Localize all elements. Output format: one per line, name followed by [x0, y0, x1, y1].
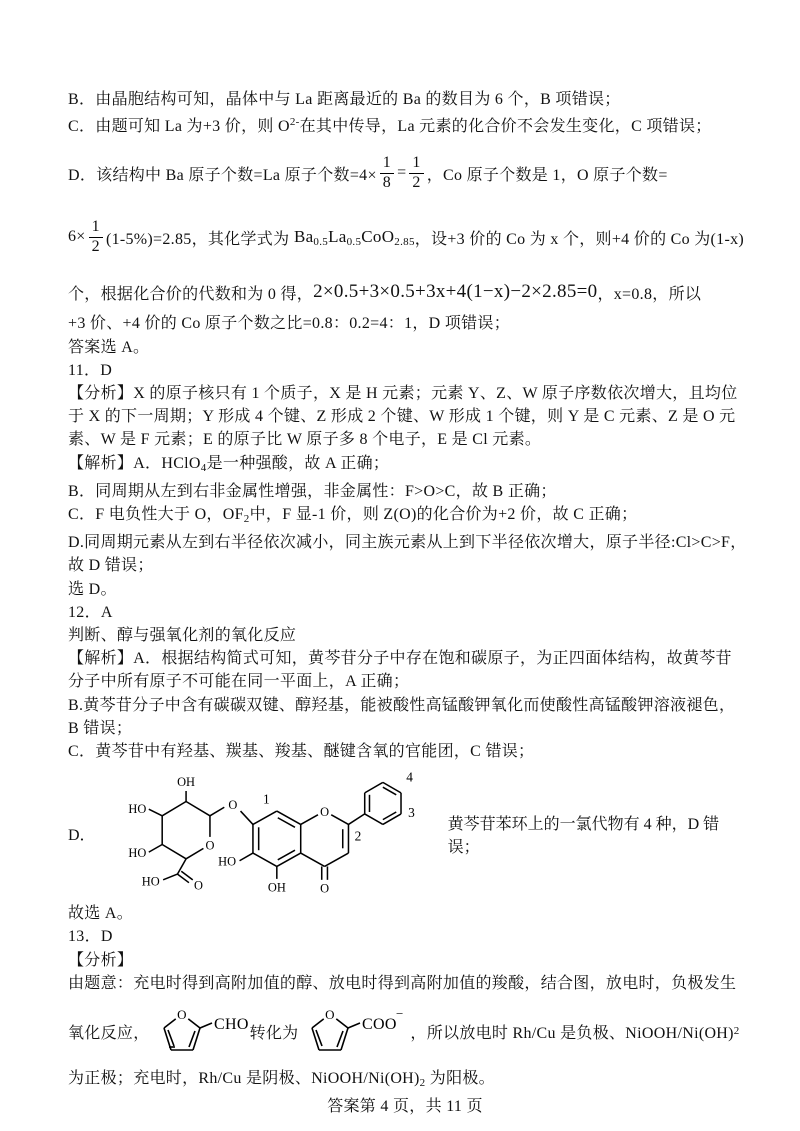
q11-option-b: B．同周期从左到右非金属性增强，非金属性：F>O>C，故 B 正确； [68, 482, 557, 500]
equals-sign: = [397, 164, 407, 182]
q12-option-a-1: 【解析】A．根据结构简式可知，黄芩苷分子中存在饱和碳原子，为正四面体结构，故黄芩苷 [68, 650, 732, 668]
text-segment: 在其中传导，La 元素的化合价不会发生变化，C 项错误； [299, 118, 712, 136]
text-segment: C．由题可知 La 为+3 价，则 O [68, 118, 290, 136]
furan-oxygen-label: O [176, 1007, 187, 1023]
q12-number: 12．A [68, 603, 113, 621]
hydroxyl-label: HO [127, 802, 146, 817]
q12-option-b-1: B.黄芩苷分子中含有碳碳双键、醇羟基，能被酸性高锰酸钾氧化而使酸性高锰酸钾溶液褪色， [68, 696, 736, 714]
fraction-1-2 [89, 219, 103, 256]
q10-formula-line [68, 202, 745, 272]
keto-oxygen-label: O [319, 881, 329, 896]
subscript: 0.5 [346, 235, 362, 248]
carboxylate-group-label: COO [362, 1016, 398, 1034]
q11-option-d-1: D.同周期元素从左到右半径依次减小，同主族元素从上到下半径依次增大，原子半径:Cl>C>F， [68, 534, 747, 552]
denominator: 8 [382, 173, 392, 191]
denominator: 2 [91, 237, 100, 255]
aldehyde-group-label: CHO [213, 1016, 249, 1034]
subscript: 2.85 [394, 235, 415, 248]
q11-option-a [68, 452, 742, 480]
baicalin-structure [102, 767, 422, 900]
q12-answer: 故选 A。 [68, 905, 134, 923]
q10-ratio-line: +3 价、+4 价的 Co 原子个数之比=0.8：0.2=4：1，D 项错误； [68, 315, 511, 333]
fraction-1-8 [380, 155, 394, 192]
q10-equation-line [68, 272, 742, 312]
q10-option-b: B．由晶胞结构可知，晶体中与 La 距离最近的 Ba 的数目为 6 个，B 项错误； [68, 91, 621, 108]
q12-topic: 判断、醇与强氧化剂的氧化反应 [68, 627, 297, 645]
hydroxyl-5-label: OH [267, 880, 286, 895]
subscript: 4 [200, 461, 207, 474]
formula-part: Ba [293, 226, 314, 246]
q11-option-d-2: 故 D 错误； [68, 557, 154, 575]
q13-number: 13．D [68, 928, 113, 946]
q11-analysis-3: 素、W 是 F 元素；E 的原子比 W 原子多 8 个电子，E 是 Cl 元素。 [68, 431, 542, 449]
convert-text: 转化为 [249, 1024, 299, 1042]
text-segment: 中，F 显-1 价，则 Z(O)的化合价为+2 价，故 C 正确； [249, 506, 638, 524]
furan-oxygen-label: O [325, 1007, 336, 1023]
text-segment: 为正极；充电时，Rh/Cu 是阴极、NiOOH/Ni(OH) [68, 1070, 420, 1088]
q12-option-c: C．黄芩苷中有羟基、羰基、羧基、醚键含氧的官能团，C 错误； [68, 743, 535, 761]
acid-hydroxyl-label: HO [141, 874, 160, 889]
acid-oxygen-label: O [193, 878, 203, 893]
text-segment: C．F 电负性大于 O，OF [68, 506, 244, 524]
page-footer: 答案第 4 页，共 11 页 [327, 1098, 483, 1116]
q11-number: 11．D [68, 361, 113, 379]
text-segment: (1-5%)=2.85，其化学式为 [105, 230, 290, 248]
q12-option-d-text: 黄芩苷苯环上的一氯代物有 4 种，D 错误； [447, 815, 720, 856]
text-segment: 个，根据化合价的代数和为 0 得， [68, 285, 314, 303]
chemical-formula [289, 227, 414, 248]
q12-option-a-2: 分子中所有原子不可能在同一平面上，A 正确； [68, 673, 410, 691]
numerator: 1 [409, 155, 423, 174]
position-4-label: 4 [405, 769, 413, 785]
text-segment: ，所以放电时 Rh/Cu 是负极、NiOOH/Ni(OH) [410, 1024, 734, 1042]
glycosidic-oxygen-label: O [227, 798, 237, 813]
valence-equation: 2×0.5+3×0.5+3x+4(1−x)−2×2.85=0 [313, 281, 598, 303]
text-segment: 氧化反应， [68, 1024, 150, 1042]
text-segment: ，设+3 价的 Co 为 x 个，则+4 价的 Co 为(1-x) [414, 230, 745, 248]
negative-charge-label: − [396, 1006, 405, 1022]
superscript: 2- [289, 116, 300, 129]
subscript: 0.5 [313, 235, 329, 248]
subscript: 2 [243, 513, 250, 526]
numerator: 1 [380, 155, 394, 174]
position-3-label: 3 [407, 805, 415, 821]
q13-line-1: 由题意：充电时得到高附加值的醇、放电时得到高附加值的羧酸，结合图，放电时，负极发生 [68, 974, 737, 992]
q12-option-b-2: B 错误； [68, 719, 133, 737]
q11-analysis-1: 【分析】X 的原子核只有 1 个质子，X 是 H 元素；元素 Y、Z、W 原子序数依次增大，且均位 [68, 385, 738, 403]
text-segment: ，Co 原子个数是 1，O 原子个数= [426, 166, 668, 184]
q11-answer: 选 D。 [68, 580, 117, 598]
formula-part: La [328, 226, 347, 246]
hydroxyl-label: HO [127, 846, 146, 861]
furfural-structure [150, 1001, 250, 1061]
q11-analysis-2: 于 X 的下一周期；Y 形成 4 个键、Z 形成 2 个键、W 形成 1 个键，则 Y 是 C 元素、Z 是 O 元 [68, 408, 736, 426]
q11-option-c [68, 503, 742, 531]
q10-option-c [68, 111, 742, 138]
q13-reaction-row [68, 995, 742, 1067]
text-segment: ，x=0.8，所以 [597, 285, 702, 303]
subscript: 2 [733, 1025, 740, 1038]
ring-oxygen-label: O [205, 838, 214, 853]
text-segment: 是一种强酸，故 A 正确； [206, 454, 390, 472]
q10-option-d [68, 144, 742, 202]
text-segment: 为阳极。 [425, 1070, 495, 1088]
q13-analysis-heading: 【分析】 [68, 951, 134, 969]
hydroxyl-6-label: HO [217, 854, 236, 869]
subscript: 2 [419, 1077, 426, 1090]
pyran-oxygen-label: O [319, 805, 329, 820]
fraction-1-2 [409, 155, 423, 192]
position-1-label: 1 [262, 791, 270, 807]
hydroxyl-label: OH [176, 775, 195, 790]
numerator: 1 [89, 219, 103, 238]
denominator: 2 [412, 173, 421, 191]
option-d-label: D． [68, 827, 96, 845]
q10-answer: 答案选 A。 [68, 338, 150, 356]
text-segment: D．该结构中 Ba 原子个数=La 原子个数=4× [68, 166, 377, 184]
position-2-label: 2 [354, 828, 361, 844]
text-segment: 6× [68, 228, 86, 246]
furoate-structure [298, 1001, 410, 1061]
formula-part: CoO [361, 226, 395, 246]
text-segment: 【解析】A．HClO [68, 454, 201, 472]
q13-line-3 [68, 1067, 742, 1095]
q12-option-d-row [68, 767, 742, 900]
